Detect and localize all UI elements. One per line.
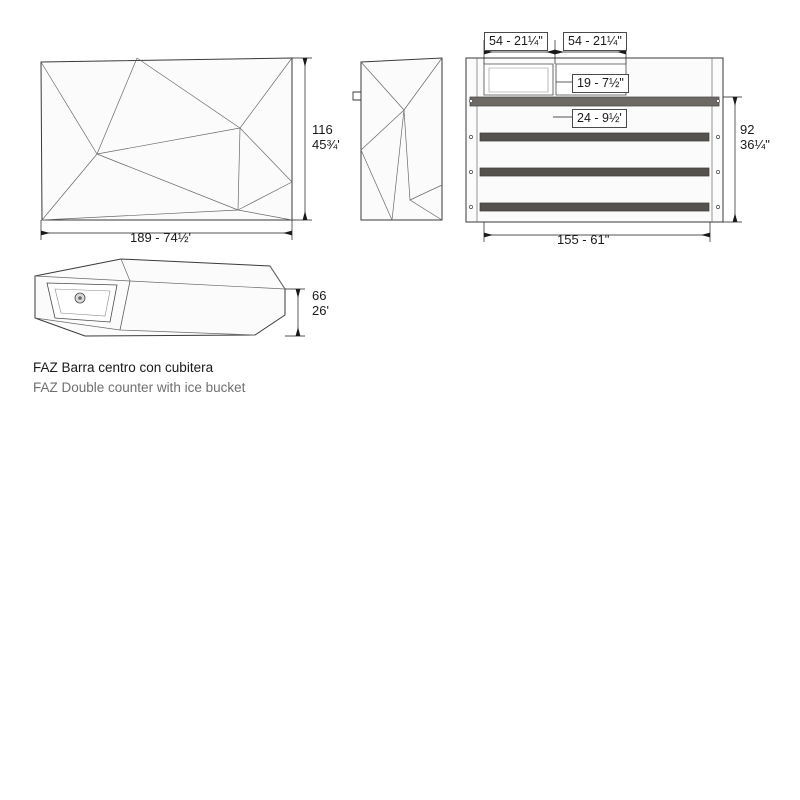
front-height-dimension [292,58,312,220]
back-height-in: 36¼" [740,137,770,152]
front-height-cm: 116 [312,122,333,137]
back-width-label: 155 - 61" [557,232,610,247]
back-height-label [740,122,770,152]
front-width-label: 189 - 74½' [130,230,192,245]
back-height-dimension [723,97,742,222]
back-top-left-dimension: 54 - 21¼" [484,32,548,51]
caption-spanish: FAZ Barra centro con cubitera [33,360,214,375]
front-elevation [41,58,292,220]
back-height-cm: 92 [740,122,755,137]
perspective-height-in: 26' [312,303,329,318]
caption-english: FAZ Double counter with ice bucket [33,380,246,395]
perspective-height-dimension [285,289,305,336]
front-height-label [312,122,340,152]
inner-top-dimension: 19 - 7½" [572,74,629,93]
perspective-view [35,259,285,336]
perspective-height-cm: 66 [312,288,327,303]
inner-mid-dimension: 24 - 9½' [572,109,627,128]
perspective-height-label [312,288,329,318]
front-height-in: 45¾' [312,137,340,152]
back-top-right-dimension: 54 - 21¼" [563,32,627,51]
side-elevation-bracket [353,92,361,100]
